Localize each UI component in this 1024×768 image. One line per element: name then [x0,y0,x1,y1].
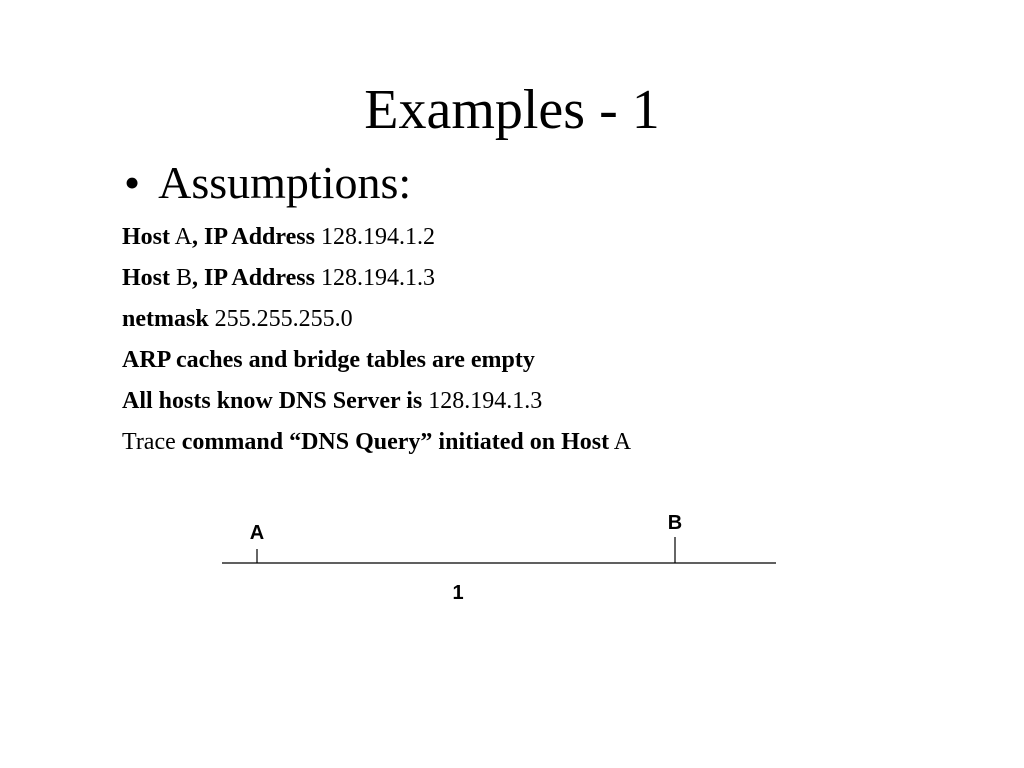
bullet-marker: • [124,157,141,208]
host-b-label: B [667,512,683,534]
ip-value: 128.194.1.3 [314,265,435,291]
host-name: B [170,265,193,291]
segment-label: 1 [452,582,464,604]
netmask-value: 255.255.255.0 [208,306,353,332]
trace-word: Trace [122,429,182,455]
host-name: A [170,224,193,250]
host-a-label: A [249,522,265,544]
caches-text: ARP caches and bridge tables are empty [122,347,535,373]
ip-value: 128.194.1.2 [314,224,435,250]
host-keyword: Host [122,224,170,250]
dns-server-ip: 128.194.1.3 [422,388,543,414]
netmask-keyword: netmask [122,306,209,332]
host-keyword: Host [122,265,170,291]
slide-title: Examples - 1 [364,79,660,141]
dns-server-text: All hosts know DNS Server is [122,388,423,414]
bullet-text: Assumptions: [158,157,412,208]
ip-keyword: , IP Address [192,224,315,250]
trace-command-text: command “DNS Query” initiated on Host [181,429,610,455]
trace-host: A [609,429,632,455]
ip-keyword: , IP Address [192,265,315,291]
